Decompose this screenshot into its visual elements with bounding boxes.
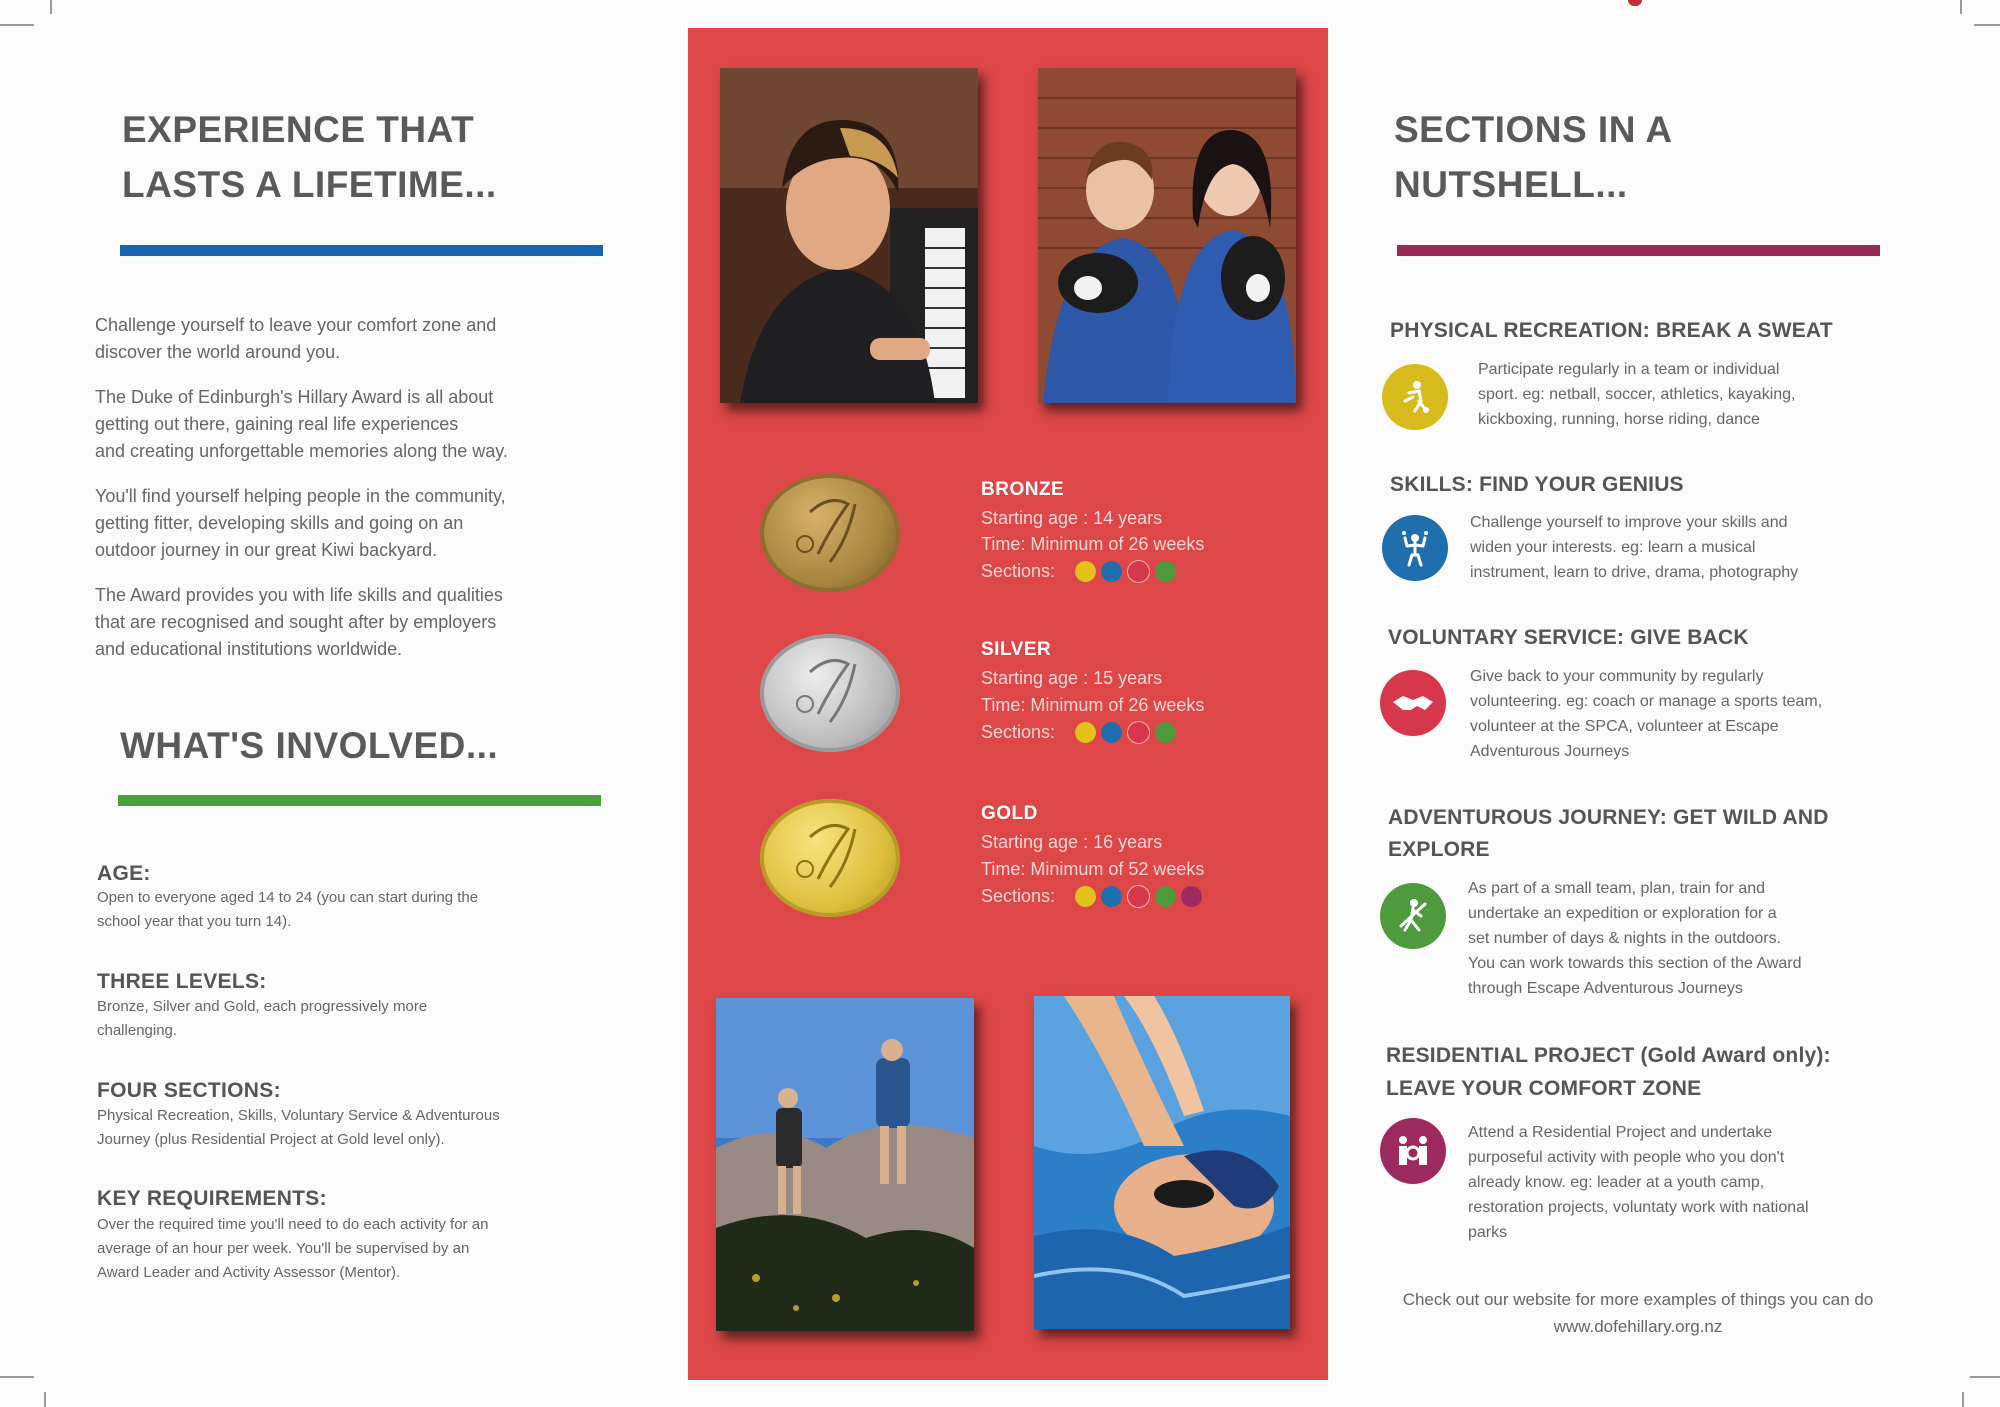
intro-line: The Duke of Edinburgh's Hillary Award is all about	[95, 387, 494, 407]
intro-line: The Award provides you with life skills and qualities	[95, 585, 503, 605]
crop-mark-bottom-left	[44, 1392, 46, 1407]
section-text: You can work towards this section of the Award	[1468, 955, 1802, 972]
intro-line: Challenge yourself to leave your comfort zone and	[95, 315, 497, 335]
photo-swimmer	[1034, 996, 1290, 1329]
nutshell-heading-line-2: NUTSHELL...	[1394, 164, 1628, 205]
voluntary-dot-icon	[1127, 560, 1150, 583]
section-text: Participate regularly in a team or individual	[1478, 361, 1780, 378]
whats-involved-heading: WHAT'S INVOLVED...	[120, 725, 499, 766]
juggler-icon	[1382, 515, 1448, 581]
silver-medal	[760, 634, 900, 752]
website-note: Check out our website for more examples of things you can do	[1402, 1290, 1874, 1309]
level-age: Starting age : 16 years	[981, 832, 1163, 852]
level-time: Time: Minimum of 26 weeks	[981, 695, 1205, 715]
level-name: SILVER	[981, 639, 1052, 660]
intro-line: and educational institutions worldwide.	[95, 639, 403, 659]
involved-text: Award Leader and Activity Assessor (Mentor).	[97, 1264, 401, 1281]
journey-dot-icon	[1155, 561, 1176, 582]
involved-text: Over the required time you'll need to do each activity for an	[97, 1216, 489, 1233]
section-text: kickboxing, running, horse riding, dance	[1478, 411, 1760, 428]
level-sections-label: Sections:	[981, 561, 1056, 581]
level-section-dots	[1075, 721, 1181, 745]
section-text: instrument, learn to drive, drama, photography	[1470, 564, 1799, 581]
skills-dot-icon	[1101, 722, 1122, 743]
bronze-medal	[760, 474, 900, 592]
involved-text: Journey (plus Residential Project at Gold level only).	[97, 1131, 445, 1148]
section-text: already know. eg: leader at a youth camp,	[1468, 1174, 1765, 1191]
section-text: volunteer at the SPCA, volunteer at Escape	[1470, 718, 1779, 735]
crop-mark-right-bottom	[1970, 1376, 2000, 1378]
intro-line: that are recognised and sought after by employers	[95, 612, 497, 632]
involved-text: average of an hour per week. You'll be supervised by an	[97, 1240, 470, 1257]
section-title: PHYSICAL RECREATION: BREAK A SWEAT	[1390, 319, 1833, 342]
journey-dot-icon	[1155, 722, 1176, 743]
level-age: Starting age : 14 years	[981, 508, 1163, 528]
level-time: Time: Minimum of 26 weeks	[981, 534, 1205, 554]
group-icon	[1380, 1118, 1446, 1184]
level-sections-label: Sections:	[981, 722, 1056, 742]
photo-girls-with-puppies	[1038, 68, 1296, 403]
physical-dot-icon	[1075, 722, 1096, 743]
crop-mark-right-top	[1974, 24, 2000, 26]
photo-boy-at-piano	[720, 68, 978, 403]
voluntary-dot-icon	[1127, 721, 1150, 744]
website-url[interactable]: www.dofehillary.org.nz	[1553, 1317, 1723, 1336]
intro-line: and creating unforgettable memories along the way.	[95, 441, 508, 461]
level-time: Time: Minimum of 52 weeks	[981, 859, 1205, 879]
red-corner-mark	[1628, 0, 1642, 6]
lifetime-heading-line-2: LASTS A LIFETIME...	[122, 164, 497, 205]
physical-dot-icon	[1075, 886, 1096, 907]
section-text: widen your interests. eg: learn a musical	[1470, 539, 1756, 556]
residential-dot-icon	[1181, 886, 1202, 907]
section-text: Challenge yourself to improve your skills and	[1470, 514, 1788, 531]
medal-emblem-icon	[760, 634, 900, 752]
section-text: parks	[1468, 1224, 1508, 1241]
involved-label: FOUR SECTIONS:	[97, 1079, 281, 1102]
involved-label: KEY REQUIREMENTS:	[97, 1187, 327, 1210]
skills-dot-icon	[1101, 561, 1122, 582]
journey-dot-icon	[1155, 886, 1176, 907]
section-title: RESIDENTIAL PROJECT (Gold Award only):	[1386, 1044, 1831, 1067]
involved-text: Open to everyone aged 14 to 24 (you can start during the	[97, 889, 479, 906]
hiker-icon	[1380, 883, 1446, 949]
voluntary-dot-icon	[1127, 885, 1150, 908]
blue-divider	[120, 245, 603, 256]
section-title: ADVENTUROUS JOURNEY: GET WILD AND	[1388, 806, 1829, 829]
medal-emblem-icon	[760, 474, 900, 592]
involved-label: AGE:	[97, 862, 151, 885]
section-text: volunteering. eg: coach or manage a sports team,	[1470, 693, 1823, 710]
section-text: purposeful activity with people who you don't	[1468, 1149, 1785, 1166]
section-text: Adventurous Journeys	[1470, 743, 1630, 760]
swimmer-illustration	[1034, 996, 1290, 1329]
handshake-icon	[1380, 670, 1446, 736]
level-section-dots	[1075, 560, 1181, 584]
involved-text: challenging.	[97, 1022, 178, 1039]
section-text: through Escape Adventurous Journeys	[1468, 980, 1743, 997]
gold-medal	[760, 799, 900, 917]
involved-text: Physical Recreation, Skills, Voluntary Service & Adventurous	[97, 1107, 500, 1124]
section-text: restoration projects, voluntaty work with national	[1468, 1199, 1809, 1216]
crop-mark-left-top	[0, 24, 34, 26]
crop-mark-bottom-right	[1962, 1392, 1964, 1407]
photo-hikers	[716, 998, 974, 1331]
level-name: BRONZE	[981, 479, 1065, 500]
runner-icon	[1382, 364, 1448, 430]
section-text: Attend a Residential Project and undertake	[1468, 1124, 1773, 1141]
intro-line: discover the world around you.	[95, 342, 341, 362]
involved-label: THREE LEVELS:	[97, 970, 267, 993]
section-text: As part of a small team, plan, train for and	[1468, 880, 1766, 897]
intro-line: You'll find yourself helping people in the community,	[95, 486, 506, 506]
section-title: VOLUNTARY SERVICE: GIVE BACK	[1388, 626, 1749, 649]
puppies-illustration	[1038, 68, 1296, 403]
intro-line: getting fitter, developing skills and going on an	[95, 513, 464, 533]
crop-mark-left-bottom	[0, 1376, 34, 1378]
plum-divider	[1397, 245, 1880, 256]
skills-dot-icon	[1101, 886, 1122, 907]
piano-illustration	[720, 68, 978, 403]
involved-text: school year that you turn 14).	[97, 913, 292, 930]
hikers-illustration	[716, 998, 974, 1331]
level-sections-label: Sections:	[981, 886, 1056, 906]
level-name: GOLD	[981, 803, 1038, 824]
section-text: undertake an expedition or exploration for a	[1468, 905, 1777, 922]
intro-line: outdoor journey in our great Kiwi backyard.	[95, 540, 438, 560]
medal-emblem-icon	[760, 799, 900, 917]
green-divider	[118, 795, 601, 806]
lifetime-heading-line-1: EXPERIENCE THAT	[122, 109, 475, 150]
section-text: set number of days & nights in the outdoors.	[1468, 930, 1782, 947]
nutshell-heading-line-1: SECTIONS IN A	[1394, 109, 1673, 150]
intro-line: getting out there, gaining real life experiences	[95, 414, 459, 434]
section-text: sport. eg: netball, soccer, athletics, kayaking,	[1478, 386, 1796, 403]
section-title: EXPLORE	[1388, 838, 1490, 861]
crop-mark-top-right	[1960, 0, 1962, 14]
section-title: SKILLS: FIND YOUR GENIUS	[1390, 473, 1684, 496]
level-age: Starting age : 15 years	[981, 668, 1163, 688]
section-title: LEAVE YOUR COMFORT ZONE	[1386, 1077, 1702, 1100]
physical-dot-icon	[1075, 561, 1096, 582]
section-text: Give back to your community by regularly	[1470, 668, 1764, 685]
level-section-dots	[1075, 885, 1207, 909]
involved-text: Bronze, Silver and Gold, each progressively more	[97, 998, 428, 1015]
crop-mark-top-left	[50, 0, 52, 14]
